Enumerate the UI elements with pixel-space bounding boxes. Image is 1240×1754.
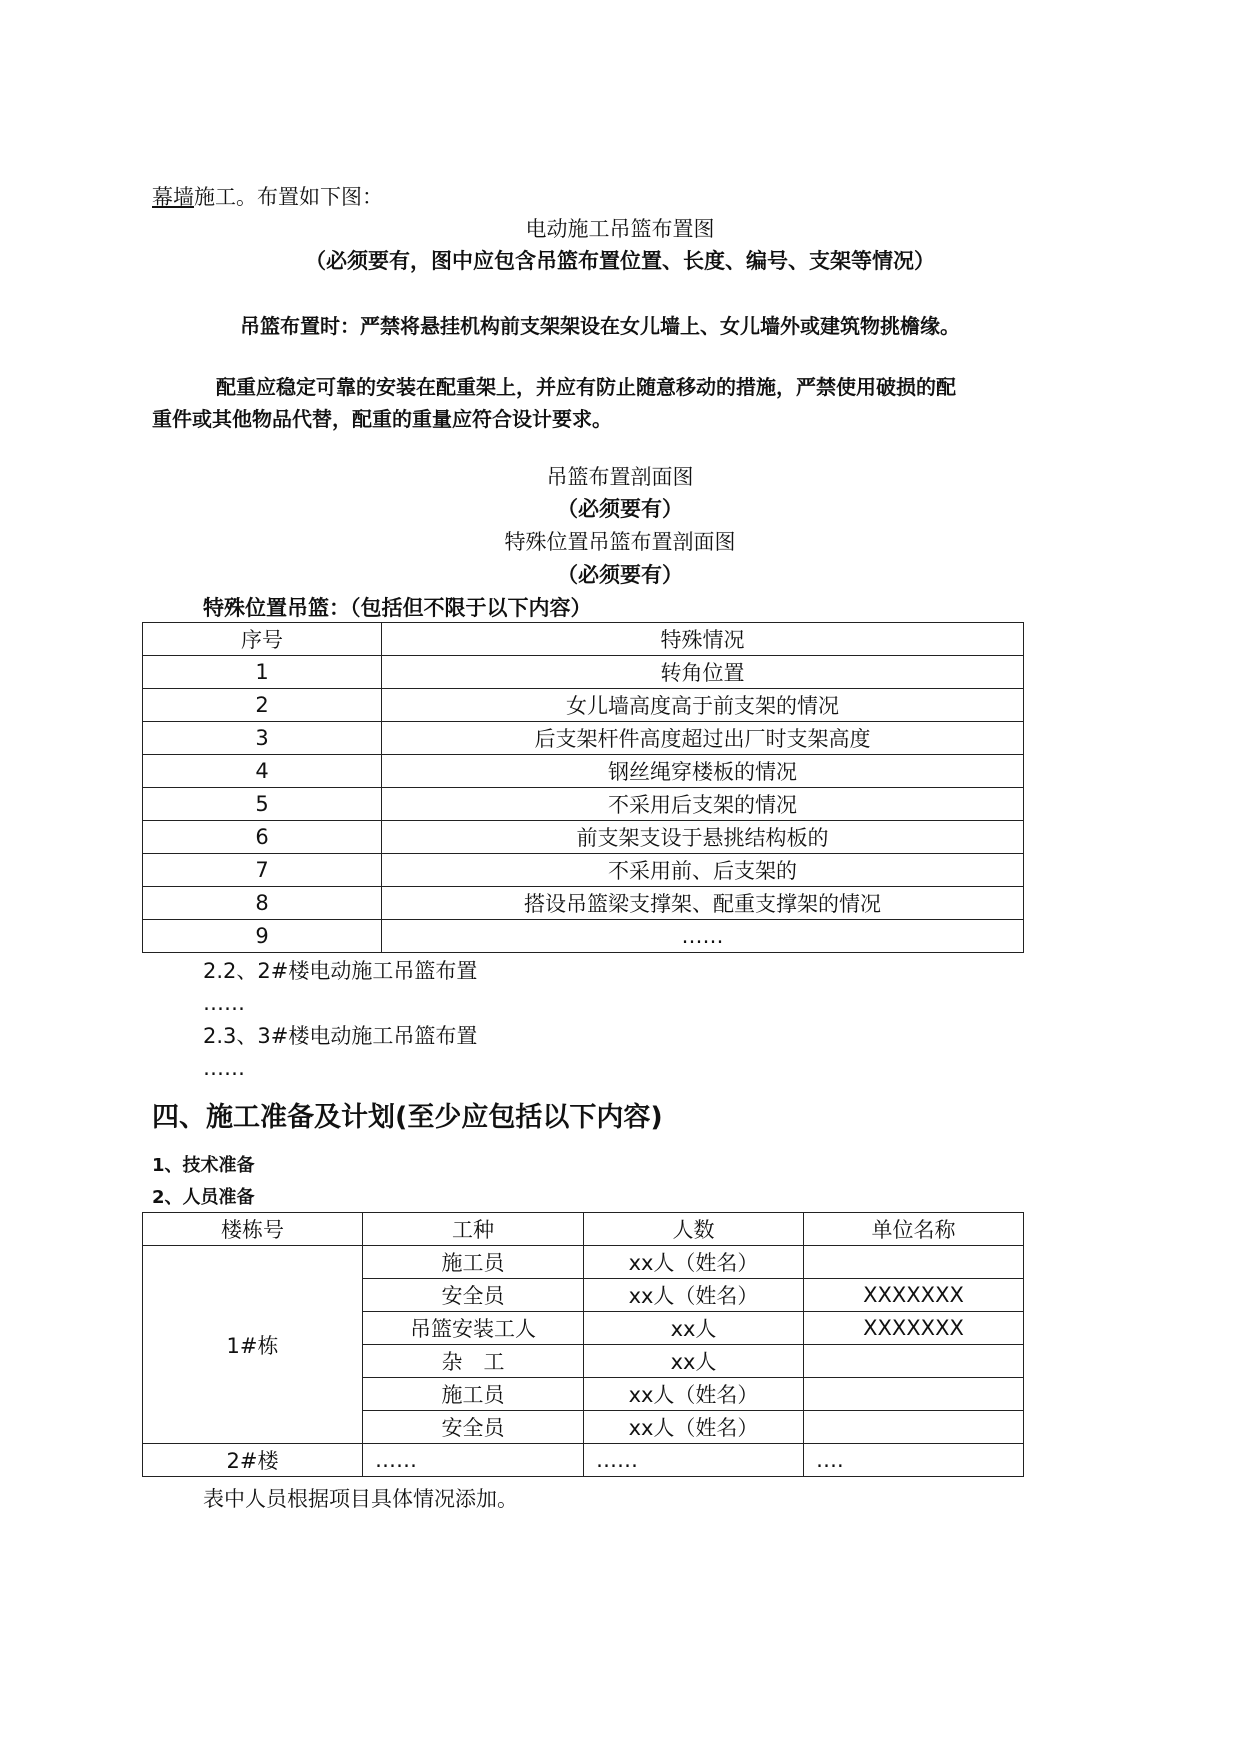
cell: XXXXXXX (804, 1279, 1024, 1312)
header-cell: 单位名称 (804, 1213, 1024, 1246)
cell: 后支架杆件高度超过出厂时支架高度 (382, 722, 1024, 755)
item-staff-prep: 2、人员准备 (152, 1187, 255, 1208)
cell: 前支架支设于悬挑结构板的 (382, 821, 1024, 854)
cell: 杂 工 (363, 1345, 584, 1378)
rule-2-line2: 重件或其他物品代替，配重的重量应符合设计要求。 (152, 407, 612, 431)
table-row (143, 1444, 1024, 1477)
fig2-title: 吊篮布置剖面图 (546, 465, 694, 489)
cell: 7 (143, 854, 382, 887)
table-row (143, 755, 1024, 788)
cell (804, 1411, 1024, 1444)
cell: …… (584, 1444, 804, 1477)
header-cell: 序号 (143, 623, 382, 656)
cell: 吊篮安装工人 (363, 1312, 584, 1345)
rule-2-line1: 配重应稳定可靠的安装在配重架上，并应有防止随意移动的措施，严禁使用破损的配 (216, 375, 956, 399)
fig3-title: 特殊位置吊篮布置剖面图 (504, 530, 736, 554)
special-heading: 特殊位置吊篮：（包括但不限于以下内容） (203, 596, 592, 620)
cell: 9 (143, 920, 382, 953)
fig1-note: （必须要有，图中应包含吊篮布置位置、长度、编号、支架等情况） (305, 249, 935, 273)
intro-rest: 施工。布置如下图： (194, 185, 383, 209)
cell: xx人（姓名） (584, 1246, 804, 1279)
table-row (143, 854, 1024, 887)
cell: 4 (143, 755, 382, 788)
header-cell: 特殊情况 (382, 623, 1024, 656)
cell: XXXXXXX (804, 1312, 1024, 1345)
rule-1: 吊篮布置时：严禁将悬挂机构前支架架设在女儿墙上、女儿墙外或建筑物挑檐缘。 (240, 314, 960, 338)
cell: xx人 (584, 1312, 804, 1345)
staff-table-header (143, 1213, 1024, 1246)
cell (804, 1345, 1024, 1378)
cell: xx人（姓名） (584, 1378, 804, 1411)
cell (804, 1246, 1024, 1279)
intro-underlined: 幕墙 (152, 185, 194, 209)
cell: 转角位置 (382, 656, 1024, 689)
table-row (143, 689, 1024, 722)
cell: 安全员 (363, 1279, 584, 1312)
header-cell: 工种 (363, 1213, 584, 1246)
table-row (143, 722, 1024, 755)
fig3-note: （必须要有） (557, 563, 683, 587)
cell: …… (363, 1444, 584, 1477)
header-cell: 人数 (584, 1213, 804, 1246)
cell: 3 (143, 722, 382, 755)
subsection-2-3: 2.3、3#楼电动施工吊篮布置 (203, 1024, 478, 1048)
cell: 钢丝绳穿楼板的情况 (382, 755, 1024, 788)
table-row (143, 1246, 1024, 1279)
table-row (143, 887, 1024, 920)
cell: …. (804, 1444, 1024, 1477)
cell: 6 (143, 821, 382, 854)
subsection-2-2: 2.2、2#楼电动施工吊篮布置 (203, 959, 478, 983)
cell: 安全员 (363, 1411, 584, 1444)
table-row (143, 821, 1024, 854)
building-1-cell: 1#栋 (143, 1246, 363, 1444)
footer-note: 表中人员根据项目具体情况添加。 (203, 1487, 518, 1511)
ellipsis-2: …… (203, 1056, 245, 1080)
cell: 施工员 (363, 1378, 584, 1411)
building-2-cell: 2#楼 (143, 1444, 363, 1477)
cell (804, 1378, 1024, 1411)
item-technical-prep: 1、技术准备 (152, 1155, 255, 1176)
cell: 施工员 (363, 1246, 584, 1279)
special-table (142, 622, 1024, 953)
table-row (143, 920, 1024, 953)
cell: 女儿墙高度高于前支架的情况 (382, 689, 1024, 722)
cell: xx人 (584, 1345, 804, 1378)
cell: 不采用前、后支架的 (382, 854, 1024, 887)
cell: 2 (143, 689, 382, 722)
cell: xx人（姓名） (584, 1411, 804, 1444)
ellipsis-1: …… (203, 991, 245, 1015)
cell: 搭设吊篮梁支撑架、配重支撑架的情况 (382, 887, 1024, 920)
special-table-header (143, 623, 1024, 656)
staff-table (142, 1212, 1024, 1477)
section-4-title: 四、施工准备及计划(至少应包括以下内容) (152, 1102, 663, 1133)
cell: 8 (143, 887, 382, 920)
fig2-note: （必须要有） (557, 497, 683, 521)
cell: 1 (143, 656, 382, 689)
table-row (143, 656, 1024, 689)
cell: xx人（姓名） (584, 1279, 804, 1312)
fig1-title: 电动施工吊篮布置图 (525, 217, 715, 241)
cell: 不采用后支架的情况 (382, 788, 1024, 821)
table-row (143, 788, 1024, 821)
intro-line (152, 182, 383, 212)
header-cell: 楼栋号 (143, 1213, 363, 1246)
cell: 5 (143, 788, 382, 821)
cell: …… (382, 920, 1024, 953)
